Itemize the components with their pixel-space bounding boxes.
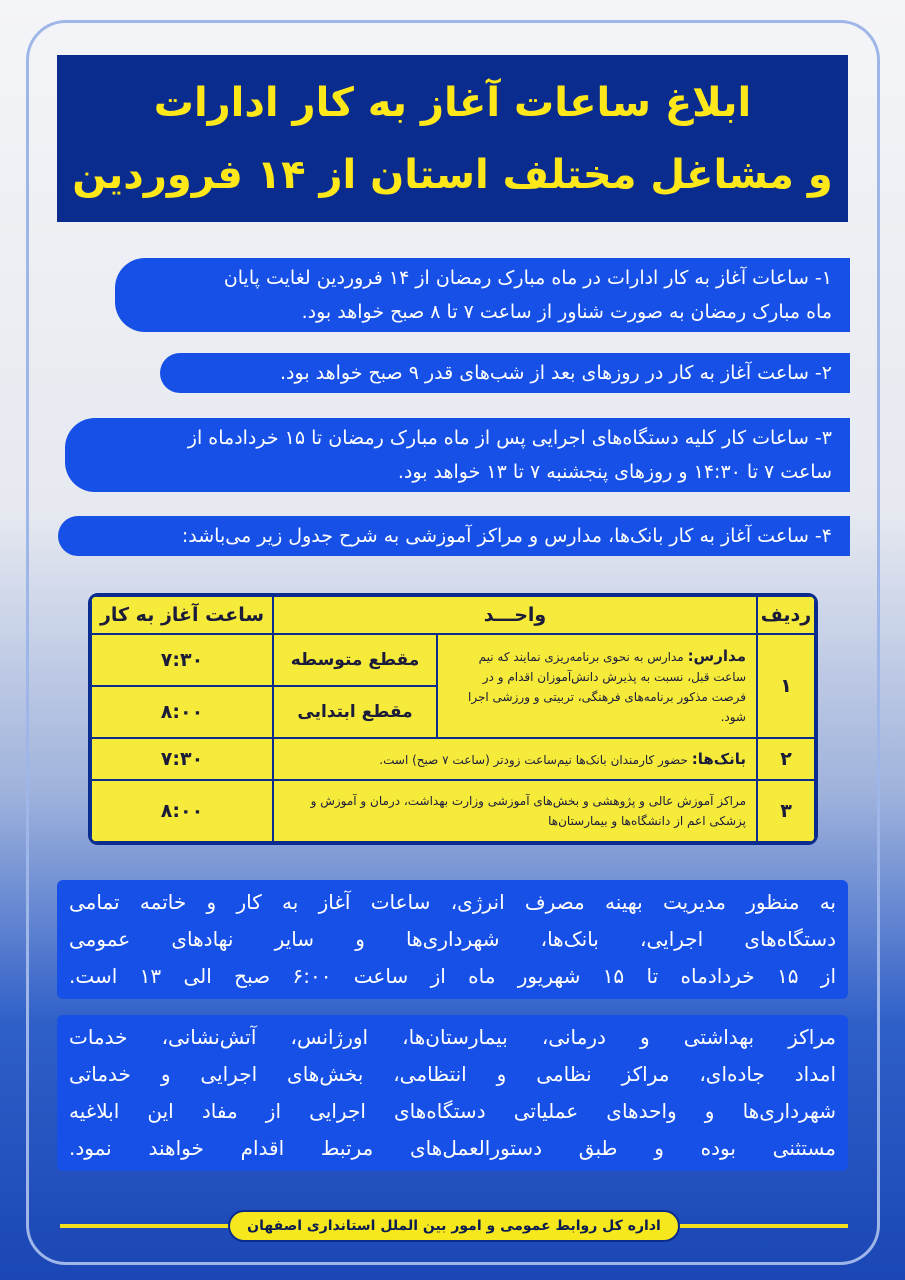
footer-credit: اداره کل روابط عمومی و امور بین الملل استانداری اصفهان xyxy=(228,1210,680,1242)
paragraph-line: امداد جاده‌ای، مراکز نظامی و انتظامی، بخش‌های اجرایی و خدماتی xyxy=(69,1062,836,1086)
row-number: ۳ xyxy=(757,780,815,842)
row-title: بانک‌ها: xyxy=(691,749,746,768)
paragraph-line: مراکز بهداشتی و درمانی، بیمارستان‌ها، اورژانس، آتش‌نشانی، خدمات xyxy=(69,1025,836,1049)
row-number: ۲ xyxy=(757,738,815,780)
row-text: مدارس به نحوی برنامه‌ریزی نمایند که نیم ساعت قبل، نسبت به پذیرش دانش‌آموزان اقدام و در فرصت مذکور برنامه‌های فرهنگی، تربیتی و ورزشی اجرا شود. xyxy=(468,649,746,724)
paragraph-line: شهرداری‌ها و واحدهای عملیاتی دستگاه‌های اجرایی از مفاد این ابلاغیه xyxy=(69,1099,836,1123)
item-text: ۴- ساعت آغاز به کار بانک‌ها، مدارس و مراکز آموزشی به شرح جدول زیر می‌باشد: xyxy=(181,525,832,547)
paragraph-line: از ۱۵ خردادماه تا ۱۵ شهریور ماه از ساعت ۶:۰۰ صبح الی ۱۳ است. xyxy=(69,964,837,988)
paragraph-line: مستثنی بوده و طبق دستورالعمل‌های مرتبط اقدام خواهند نمود. xyxy=(69,1136,836,1160)
row-title: مدارس: xyxy=(687,646,746,665)
table-row xyxy=(91,738,815,780)
row-description xyxy=(273,738,757,780)
header-unit: واحـــد xyxy=(273,596,757,634)
row-number: ۱ xyxy=(757,634,815,738)
paragraph-line: دستگاه‌های اجرایی، بانک‌ها، شهرداری‌ها و سایر نهادهای عمومی xyxy=(69,927,836,951)
start-time: ۸:۰۰ xyxy=(91,780,273,842)
table-row xyxy=(91,780,815,842)
item-3 xyxy=(65,418,850,492)
start-time: ۸:۰۰ xyxy=(91,686,273,738)
item-text: ۳- ساعات کار کلیه دستگاه‌های اجرایی پس از ماه مبارک رمضان تا ۱۵ خردادماه از xyxy=(187,427,832,449)
table-header-row xyxy=(91,596,815,634)
title-line-1: ابلاغ ساعات آغاز به کار ادارات xyxy=(153,80,752,126)
schedule-table xyxy=(88,593,818,845)
row-text: حضور کارمندان بانک‌ها نیم‌ساعت زودتر (ساعت ۷ صبح) است. xyxy=(379,752,688,767)
level-name: مقطع ابتدایی xyxy=(273,686,437,738)
item-text: ۲- ساعت آغاز به کار در روزهای بعد از شب‌های قدر ۹ صبح خواهد بود. xyxy=(280,362,832,384)
item-1 xyxy=(115,258,850,332)
title-line-2: و مشاغل مختلف استان از ۱۴ فروردین xyxy=(72,152,833,198)
exemptions-paragraph xyxy=(57,1015,848,1171)
paragraph-line: به منظور مدیریت بهینه مصرف انرژی، ساعات آغاز به کار و خاتمه تمامی xyxy=(69,890,836,914)
item-2 xyxy=(160,353,850,393)
item-text: ۱- ساعات آغاز به کار ادارات در ماه مبارک رمضان از ۱۴ فروردین لغایت پایان xyxy=(223,267,832,289)
page-title xyxy=(57,55,848,222)
header-start-time: ساعت آغاز به کار xyxy=(91,596,273,634)
start-time: ۷:۳۰ xyxy=(91,738,273,780)
item-text: ماه مبارک رمضان به صورت شناور از ساعت ۷ تا ۸ صبح خواهد بود. xyxy=(301,301,832,323)
item-4 xyxy=(58,516,850,556)
row-description: مراکز آموزش عالی و پژوهشی و بخش‌های آموزشی وزارت بهداشت، درمان و آموزش و پزشکی اعم از دانشگاه‌ها و بیمارستان‌ها xyxy=(273,780,757,842)
table-row xyxy=(91,634,815,686)
header-row-number: ردیف xyxy=(757,596,815,634)
row-description xyxy=(437,634,757,738)
level-name: مقطع متوسطه xyxy=(273,634,437,686)
energy-paragraph xyxy=(57,880,848,999)
item-text: ساعت ۷ تا ۱۴:۳۰ و روزهای پنجشنبه ۷ تا ۱۳ خواهد بود. xyxy=(397,461,832,483)
start-time: ۷:۳۰ xyxy=(91,634,273,686)
